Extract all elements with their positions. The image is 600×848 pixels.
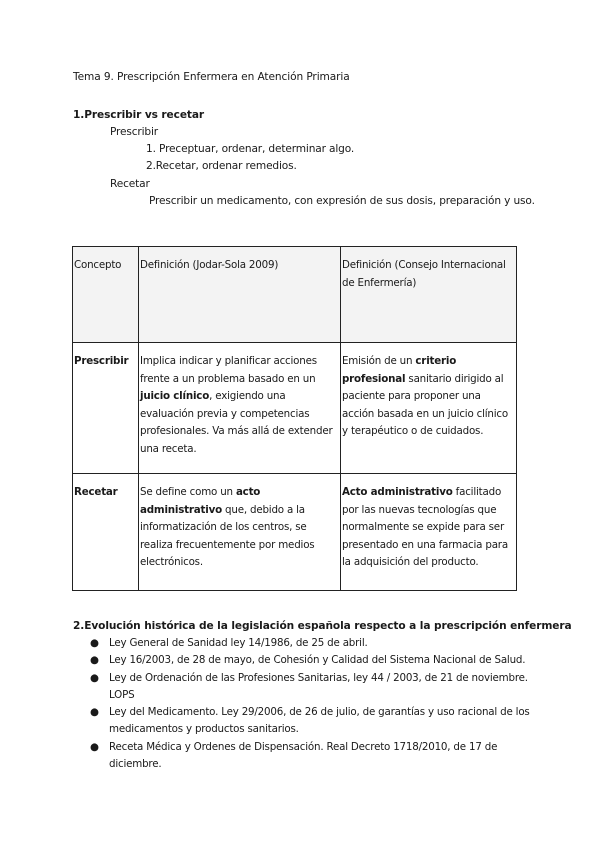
table-header-cell: Concepto: [73, 247, 139, 343]
list-item-text: Ley del Medicamento. Ley 29/2006, de 26 de julio, de garantías y uso racional de los medicamentos y productos sanitarios.: [109, 706, 530, 736]
definition-cell: [341, 474, 517, 591]
list-item-text: Receta Médica y Ordenes de Dispensación. Real Decreto 1718/2010, de 17 de diciembre.: [109, 740, 498, 771]
list-item-text: Ley General de Sanidad ley 14/1986, de 25 de abril.: [109, 637, 368, 649]
definition-text: , exigiendo una evaluación previa y competencias profesionales. Va más allá de extender una receta.: [140, 390, 333, 455]
definition-text: facilitado por las nuevas tecnologías que normalmente se expide para ser presentado en una farmacia para la adquisición del producto.: [342, 486, 508, 568]
bullet-icon: ●: [90, 706, 99, 719]
definition-text: Implica indicar y planificar acciones frente a un problema basado en un: [140, 355, 317, 385]
definition-cell: [341, 343, 517, 474]
list-item: [90, 635, 530, 652]
definition-emphasis: juicio clínico: [140, 390, 210, 402]
document-title: Tema 9. Prescripción Enfermera en Atención Primaria: [73, 71, 350, 83]
list-item-text: Ley de Ordenación de las Profesiones Sanitarias, ley 44 / 2003, de 21 de noviembre. LOPS: [109, 671, 528, 701]
table-header-cell: Definición (Consejo Internacional de Enfermería): [341, 247, 517, 343]
section-1-heading: 1.Prescribir vs recetar: [73, 109, 205, 121]
definition-text: Emisión de un: [342, 355, 416, 367]
definition-cell: [139, 474, 341, 591]
table-header-row: [73, 247, 517, 343]
list-item: [90, 704, 530, 739]
concept-cell: Prescribir: [73, 343, 139, 474]
legislation-list: [90, 635, 530, 773]
definition-emphasis: acto administrativo: [140, 486, 261, 516]
concept-cell: Recetar: [73, 474, 139, 591]
definition-cell: [139, 343, 341, 474]
table-header-cell: Definición (Jodar-Sola 2009): [139, 247, 341, 343]
prescribir-item-2: 2.Recetar, ordenar remedios.: [146, 160, 297, 172]
bullet-icon: ●: [90, 671, 99, 684]
table-row: [73, 343, 517, 474]
definition-text: sanitario dirigido al paciente para proponer una acción basada en un juicio clínico y terapéutico o de cuidados.: [342, 372, 508, 437]
table-row: [73, 474, 517, 591]
definition-emphasis: Acto administrativo: [342, 486, 453, 498]
list-item-text: Ley 16/2003, de 28 de mayo, de Cohesión y Calidad del Sistema Nacional de Salud.: [109, 654, 526, 667]
recetar-definition: Prescribir un medicamento, con expresión de sus dosis, preparación y uso.: [149, 195, 535, 207]
bullet-icon: ●: [90, 740, 99, 753]
recetar-label: Recetar: [110, 178, 150, 190]
list-item: [90, 652, 530, 669]
bullet-icon: ●: [90, 654, 99, 667]
definition-text: Se define como un: [140, 486, 236, 498]
definitions-table: [72, 246, 517, 591]
definition-text: que, debido a la informatización de los centros, se realiza frecuentemente por medios electrónicos.: [140, 503, 315, 568]
section-2-heading: 2.Evolución histórica de la legislación española respecto a la prescripción enfermera: [73, 620, 572, 632]
bullet-icon: ●: [90, 637, 99, 649]
list-item: [90, 739, 530, 774]
prescribir-item-1: 1. Preceptuar, ordenar, determinar algo.: [146, 143, 355, 155]
prescribir-label: Prescribir: [110, 126, 159, 138]
list-item: [90, 670, 530, 705]
definition-emphasis: criterio profesional: [342, 355, 457, 385]
